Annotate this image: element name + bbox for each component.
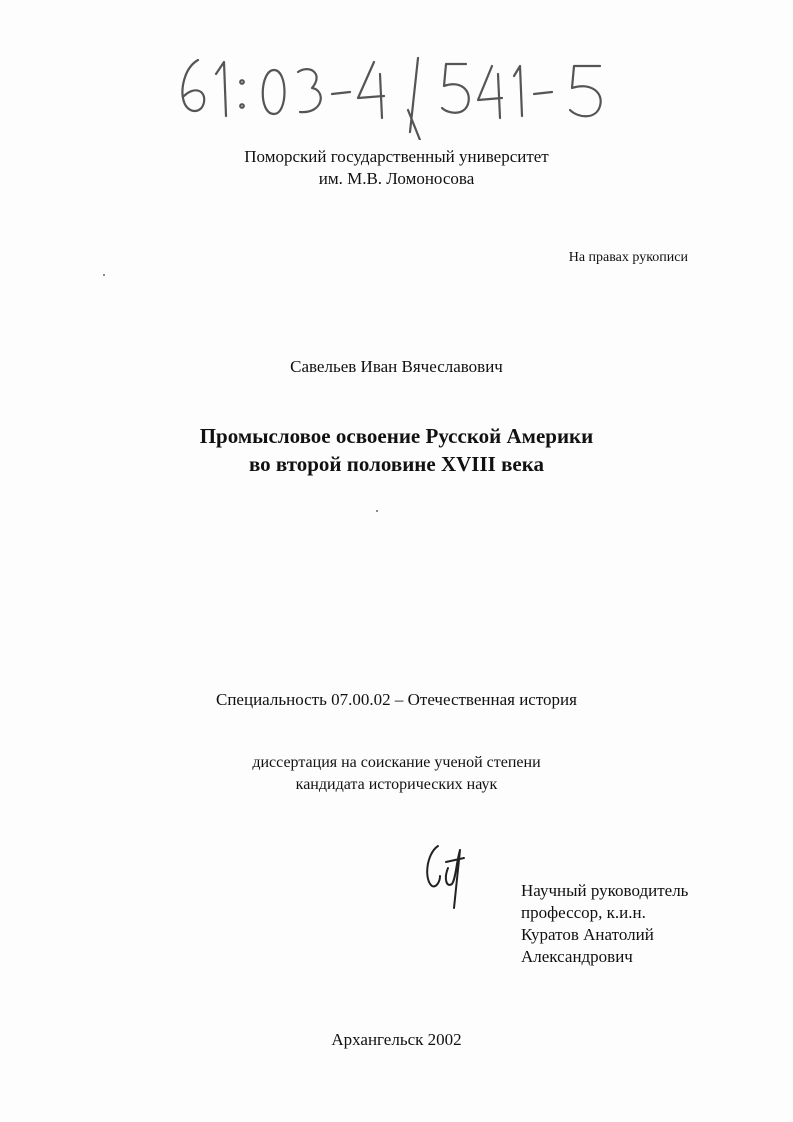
rights-note: На правах рукописи bbox=[568, 250, 688, 265]
handwritten-code-drawing bbox=[170, 40, 630, 140]
signature-drawing bbox=[418, 828, 474, 912]
handwritten-catalog-code bbox=[170, 40, 630, 140]
supervisor-degree: профессор, к.и.н. bbox=[521, 903, 646, 922]
supervisor-signature bbox=[418, 828, 474, 912]
author-name: Савельев Иван Вячеславович bbox=[290, 357, 503, 376]
university-block bbox=[0, 146, 793, 190]
supervisor-role: Научный руководитель bbox=[521, 881, 689, 900]
specialty-line: Специальность 07.00.02 – Отечественная история bbox=[216, 690, 577, 709]
degree-line-2: кандидата исторических наук bbox=[295, 776, 498, 793]
city-year: Архангельск 2002 bbox=[331, 1030, 462, 1049]
title-line-1: Промысловое освоение Русской Америки bbox=[199, 424, 594, 448]
title-line-2: во второй половине XVIII века bbox=[248, 452, 545, 476]
supervisor-patronymic: Александрович bbox=[521, 947, 633, 966]
university-namesake: им. М.В. Ломоносова bbox=[318, 169, 475, 188]
scan-speck bbox=[103, 274, 105, 276]
university-name: Поморский государственный университет bbox=[244, 147, 549, 166]
supervisor-name: Куратов Анатолий bbox=[521, 925, 654, 944]
degree-block bbox=[0, 752, 793, 796]
scan-speck bbox=[376, 510, 378, 512]
degree-line-1: диссертация на соискание ученой степени bbox=[252, 754, 541, 771]
dissertation-title bbox=[0, 422, 793, 478]
supervisor-block bbox=[521, 880, 688, 968]
